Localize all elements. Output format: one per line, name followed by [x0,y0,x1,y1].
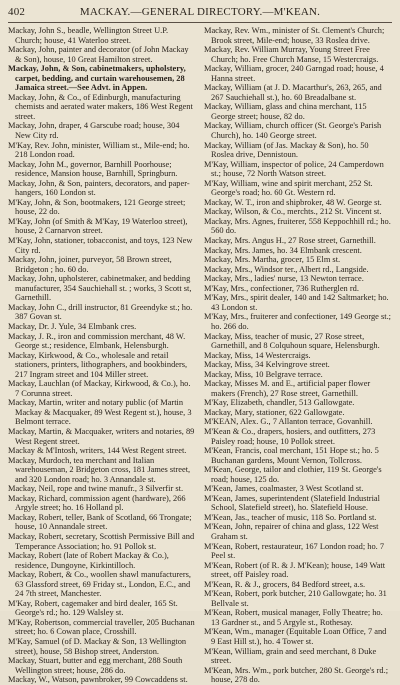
directory-entry: M'Kean, James, superintendent (Slatefield Industrial School, Slatefield street), ho. Slatefield House. [204,493,380,513]
directory-entry: Mackay, Miss, 34 Kelvingrove street. [204,360,330,370]
directory-entry: M'Kean, George, tailor and clothier, 119 St. George's road; house, 125 do. [204,465,382,484]
directory-entry: Mackay, Robert, secretary, Scottish Permissive Bill and Temperance Association; ho. 91 Pollok st. [8,531,195,551]
directory-entry: Mackay, Mrs. Angus H., 27 Rose street, Garnethill. [204,236,376,246]
directory-entry: Mackay, John, painter and decorator (of John Mackay & Son), house, 10 Great Hamilton street. [8,45,189,64]
directory-entry: M'Kean, James, coalmaster, 3 West Scotland st. [204,484,364,494]
directory-entry: Mackay, William, glass and china merchant, 115 George street; house, 82 do. [204,102,367,121]
directory-entry: Mackay, Mrs., ladies' nurse, 13 Newton terrace. [204,274,364,284]
directory-entry: Mackay, John C., drill instructor, 81 Greendyke st.; ho. 387 Govan st. [8,302,193,322]
directory-entry: Mackay, Miss, 10 Belgrave terrace. [204,369,323,379]
directory-entry: M'Kay, Elizabeth, chandler, 513 Gallowgate. [204,398,355,408]
directory-entry: M'Kay, Rev. John, minister, William st., Mile-end; ho. 218 London road. [8,140,190,160]
header-rule [8,22,392,23]
page-title: MACKAY.—GENERAL DIRECTORY.—M'KEAN. [79,6,321,18]
directory-entry: Mackay, Robert (late of Robert Mackay & Co.), residence, Dungoyne, Kirkintilloch. [8,551,169,570]
directory-entry: M'Kean, William, grain and seed merchant, 8 Duke street. [204,646,377,666]
directory-entry: Mackay, Robert, teller, Bank of Scotland, 66 Trongate; house, 10 Annandale street. [8,512,192,532]
directory-entry: Mackay, Martin, & Macquaker, writers and notaries, 89 West Regent street. [8,426,195,446]
directory-entry: M'Kean, Robert, restaurateur, 167 London road; ho. 7 Peel st. [204,541,385,561]
page-header [8,6,392,21]
directory-entry: Mackay, Wilson, & Co., merchts., 212 St. Vincent st. [204,207,382,217]
directory-entry: Mackay, William, church officer (St. George's Parish Church), ho. 140 George street. [204,121,382,141]
directory-entry: Mackay, John, & Son, painters, decorators, and paper-hangers, 160 London st. [8,178,190,198]
directory-entry: Mackay, Richard, commission agent (hardware), 266 Argyle street; ho. 16 Holland pl. [8,493,186,513]
directory-entry: M'Kean, Robert, musical manager, Folly Theatre; ho. 13 Gardner st., and 5 Argyle st., Rothesay. [204,608,383,627]
directory-entry: Mackay, Mrs., Windsor ter., Albert rd., Langside. [204,264,369,274]
directory-entry: Mackay, John, & Son, cabinetmakers, upholstery, carpet, bedding, and curtain warehousemen, 28 Jamaica street.—See Advt. in Appen. [8,64,186,93]
directory-entry: M'Kay, William, wine and spirit merchant, 252 St. George's road; ho. 60 Gt. Western rd. [204,178,373,198]
directory-entry: Mackay, Mrs. James, ho. 34 Elmbank crescent. [204,245,362,255]
directory-entry: M'KEAN, Alex. G., 7 Allanton terrace, Govanhill. [204,417,373,427]
directory-entry: M'Kay, John, stationer, tobacconist, and toys, 123 New City rd. [8,236,193,255]
directory-entry: Mackay, J. R., iron and commission merchant, 48 W. George st.; residence, Elmbank, Helensburgh. [8,331,186,351]
directory-entry: Mackay, Neil, rope and twine manufr., 3 Silverfir st. [8,484,184,494]
directory-entry: M'Kay, Samuel (of D. Mackay & Son, 13 Wellington street), house, 58 Bishop street, Anderston. [8,637,187,656]
directory-entry: Mackay, Kirkwood, & Co., wholesale and retail stationers, printers, lithographers, and bookbinders, 217 Ingram street and 104 Miller street. [8,350,188,379]
directory-entry: M'Kean, John, repairer of china and glass, 122 West Graham st. [204,522,379,541]
directory-entry: Mackay & M'Intosh, writers, 144 West Regent street. [8,446,187,456]
right-column [204,26,392,685]
directory-entry: M'Kean, Jas., teacher of music, 118 So. Portland st. [204,512,377,522]
columns [8,26,392,685]
directory-entry: Mackay, Lauchlan (of Mackay, Kirkwood, & Co.), ho. 7 Corunna street. [8,379,191,398]
directory-entry: Mackay, W., Watson, pawnbroker, 99 Cowcaddens st. [8,675,188,685]
directory-entry: Mackay, Rev. Wm., minister of St. Clement's Church; Brook street, Mile-end; house, 33 Roslea drive. [204,26,385,45]
directory-entry: M'Kay, John (of Smith & M'Kay, 19 Waterloo street), house, 2 Carnarvon street. [8,216,188,236]
directory-entry: M'Kay, William, inspector of police, 24 Camperdown st.; house, 72 North Watson street. [204,159,384,179]
directory-entry: M'Kean, R. & J., grocers, 84 Bedford street, a.s. [204,579,366,589]
directory-entry: Mackay, John M., governor, Barnhill Poorhouse; residence, Mansion house, Barnhill, Springburn. [8,159,178,179]
directory-entry: Mackay, Miss, teacher of music, 27 Rose street, Garnethill, and 8 Colquhoun square, Helensburgh. [204,331,380,351]
directory-entry: M'Kay, Mrs., confectioner, 736 Rutherglen rd. [204,283,359,293]
directory-entry: M'Kean, Francis, coal merchant, 151 Hope st.; ho. 5 Buchanan gardens, Mount Vernon, Tollcross. [204,446,379,465]
directory-entry: Mackay, William (of Jas. Mackay & Son), ho. 50 Roslea drive, Dennistoun. [204,140,369,160]
directory-entry: Mackay, John, draper, 4 Garscube road; house, 304 New City rd. [8,121,180,141]
directory-entry: Mackay, Robert, & Co., woollen shawl manufacturers, 63 Glassford street, 69 Friday st., London, E.C., and 24 7th street, Manchester. [8,570,191,599]
directory-entry: Mackay, William, grocer, 240 Garngad road; house, 4 Hanna street. [204,64,384,83]
directory-entry: M'Kay, Mrs., fruiterer and confectioner, 149 George st.; ho. 266 do. [204,312,391,331]
directory-entry: Mackay, Mrs. Martha, grocer, 15 Elm st. [204,255,341,265]
directory-entry: Mackay, Mary, stationer, 622 Gallowgate. [204,407,345,417]
directory-entry: Mackay, Rev. William Murray, Young Street Free Church; ho. Free Church Manse, 15 Westercraigs. [204,45,379,64]
directory-entry: Mackay, Stuart, butter and egg merchant, 288 South Wellington street; house, 286 do. [8,656,183,675]
directory-entry: Mackay, William (at J. D. Macarthur's, 263, 265, and 267 Sauchiehall st.), ho. 60 Breadalbane st. [204,83,382,102]
directory-entry: Mackay, John, upholsterer, cabinetmaker, and bedding manufacturer, 354 Sauchiehall st. ; works, 3 Scott st, Garnethill. [8,274,192,303]
directory-entry: Mackay, John, joiner, purveyor, 58 Brown street, Bridgeton ; ho. 60 do. [8,255,172,274]
directory-entry: Mackay, Martin, writer and notary public (of Martin Mackay & Macquaker, 89 West Regent st.), house, 3 Belmont terrace. [8,398,192,427]
directory-entry: M'Kean, Robert, pork butcher, 210 Gallowgate; ho. 31 Bellvale st. [204,589,387,608]
directory-entry: Mackay, John S., beadle, Wellington Street U.P. Church; house, 41 Waterloo street. [8,26,169,45]
directory-entry: Mackay, Mrs. Agnes, fruiterer, 558 Keppochhill rd.; ho. 560 do. [204,216,391,236]
directory-entry: Mackay, Dr. J. Yule, 34 Elmbank cres. [8,321,137,331]
directory-entry: M'Kay, Robertson, commercial traveller, 205 Buchanan street; ho. 6 Cowan place, Crosshill. [8,617,195,637]
directory-entry: M'Kean, Wm., manager (Equitable Loan Office, 7 and 9 East Hill st.), ho. 4 Tower st. [204,627,387,646]
directory-entry: Mackay, Misses M. and E., artificial paper flower makers (French), 27 Rose street, Garnethill. [204,379,371,398]
directory-entry: Mackay, Miss, 14 Westercraigs. [204,350,311,360]
directory-entry: Mackay, W. T., iron and shipbroker, 48 W. George st. [204,197,382,207]
page-number: 402 [8,6,26,18]
directory-entry: M'Kean, Robert (of R. & J. M'Kean); house, 149 Watt street, off Paisley road. [204,560,386,580]
directory-entry: M'Kean & Co., drapers, hosiers, and outfitters, 273 Paisley road; house, 10 Pollok street. [204,426,376,446]
left-column [8,26,196,685]
directory-entry: M'Kay, Mrs., spirit dealer, 140 and 142 Saltmarket; ho. 43 London st. [204,293,389,312]
directory-entry: Mackay, Murdoch, tea merchant and Italian warehouseman, 2 Bridgeton cross, 181 James street, and 320 London road; ho. 3 Annandale st. [8,455,191,484]
directory-entry: M'Kay, John, & Son, bootmakers, 121 George street; house, 22 do. [8,197,186,217]
directory-entry: M'Kean, Mrs. Wm., pork butcher, 280 St. George's rd.; house, 278 do. [204,665,389,685]
directory-entry: M'Kay, Robert, cagemaker and bird dealer, 165 St. George's rd.; ho. 129 Walsley st. [8,598,178,618]
directory-entry: Mackay, John, & Co., of Edinburgh, manufacturing chemists and aerated water makers, 186 West Regent street. [8,92,193,121]
